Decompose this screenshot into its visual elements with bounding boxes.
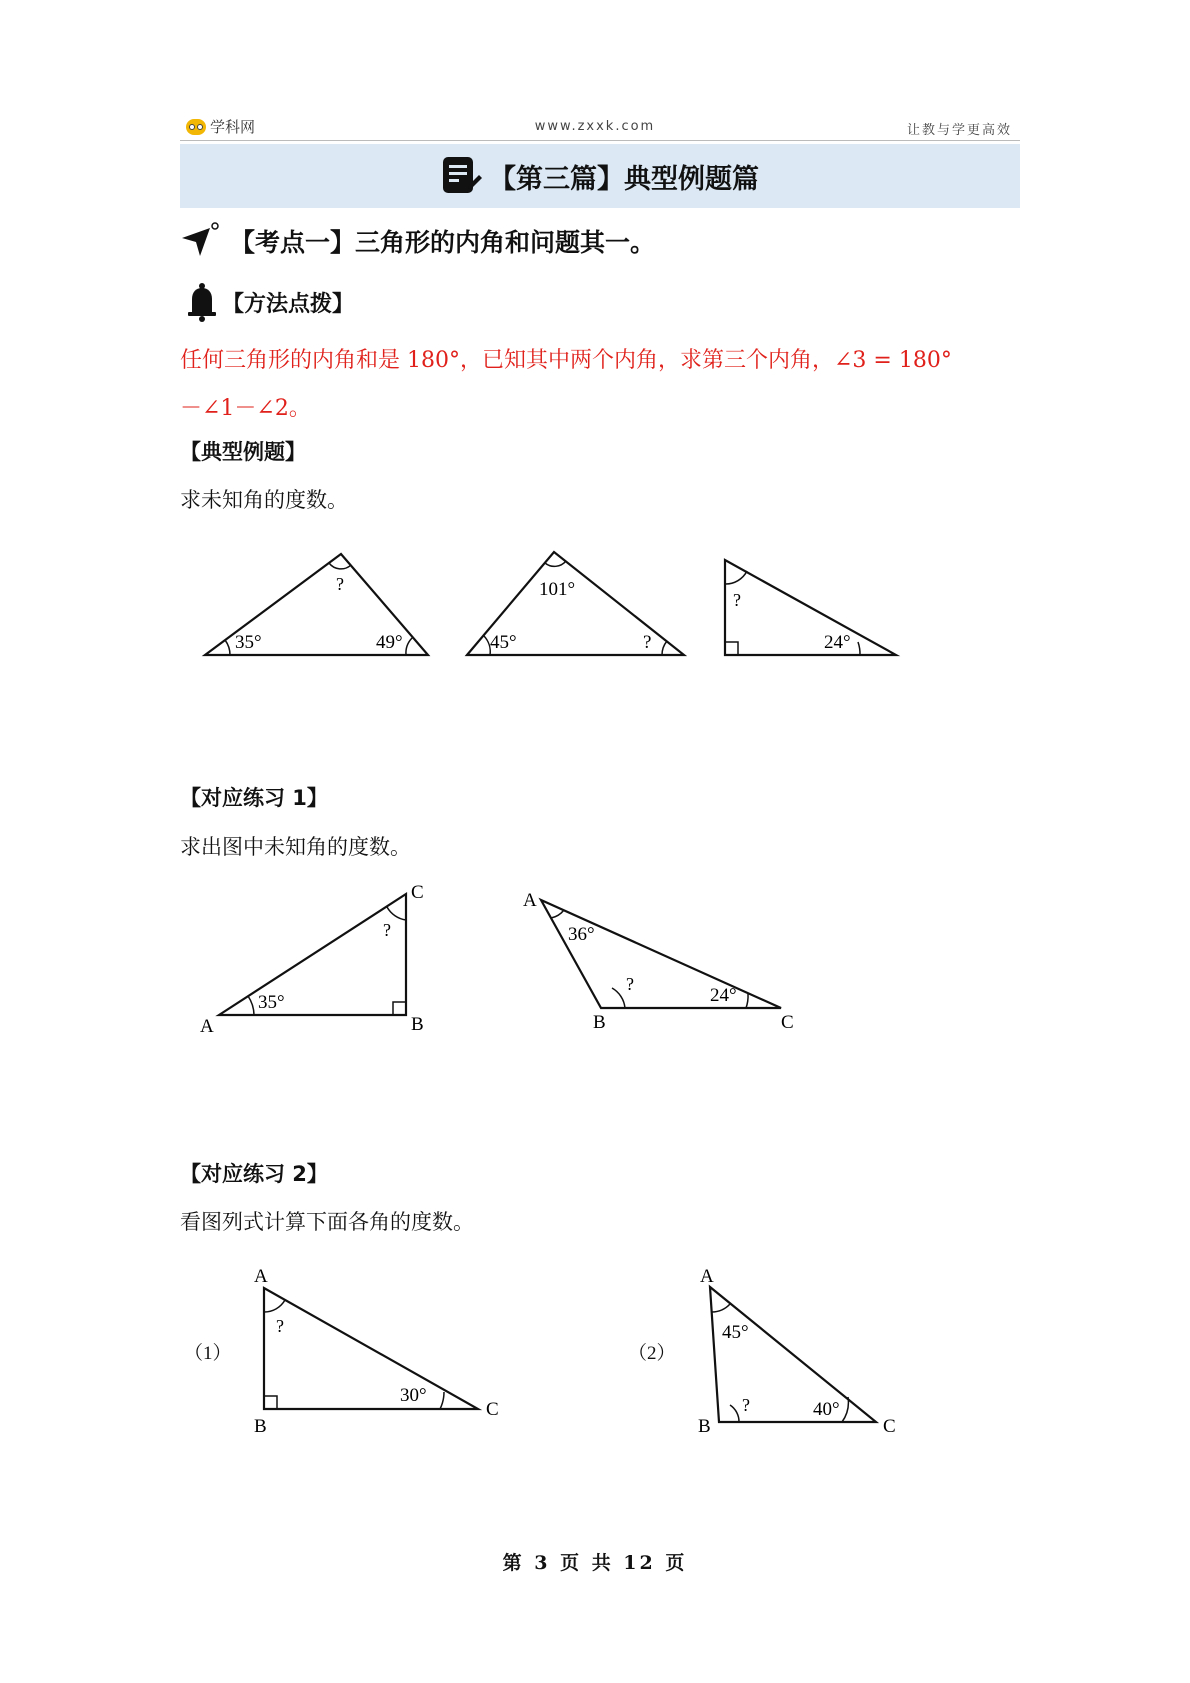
ex2p2-vertex-C: C — [883, 1416, 896, 1437]
page-footer: 第 3 页 共 12 页 — [502, 1552, 688, 1574]
exercise1-figures — [190, 880, 830, 1040]
method-text — [180, 337, 1020, 433]
navigation-arrow-icon — [180, 222, 220, 260]
exercise2-part1-label: （1） — [184, 1343, 232, 1364]
ex2p2-vertex-B: B — [698, 1416, 711, 1437]
ex1b-vertex-B: B — [593, 1012, 606, 1033]
method-text-line1: 任何三角形的内角和是 180°，已知其中两个内角，求第三个内角，∠3 = 180° — [180, 348, 952, 373]
ex2p2-angle-C: 40° — [813, 1399, 840, 1420]
exercise2-triangle-2 — [698, 1266, 896, 1437]
ex1b-vertex-C: C — [781, 1012, 794, 1033]
method-heading — [186, 282, 354, 322]
logo-text: 学科网 — [210, 118, 256, 136]
ex1a-angle-A: 35° — [258, 992, 285, 1013]
example-triangle-2 — [467, 552, 684, 655]
ex2-angle-left: 45° — [490, 632, 517, 653]
banner-title: 【第三篇】典型例题篇 — [489, 163, 759, 195]
ex2p1-vertex-B: B — [254, 1416, 267, 1437]
exercise1-triangle-b — [523, 890, 794, 1033]
exercise1-triangle-a — [200, 882, 424, 1037]
ex1b-angle-C: 24° — [710, 985, 737, 1006]
exercise2-title: 【对应练习 2】 — [180, 1162, 328, 1186]
header-divider — [180, 140, 1020, 141]
section-banner — [180, 144, 1020, 208]
ex2p2-vertex-A: A — [700, 1266, 714, 1287]
ex3-angle-top: ? — [733, 590, 741, 610]
ex3-angle-right: 24° — [824, 632, 851, 653]
method-title: 【方法点拨】 — [222, 291, 355, 317]
ex1a-angle-C: ? — [383, 920, 391, 940]
ex1a-vertex-A: A — [200, 1016, 214, 1037]
ex1a-vertex-C: C — [411, 882, 424, 903]
example-triangle-3 — [725, 560, 896, 655]
ex1-angle-top: ? — [336, 574, 344, 594]
exercise2-part2-label: （2） — [628, 1343, 676, 1364]
ex2p1-vertex-A: A — [254, 1266, 268, 1287]
ex2p1-angle-C: 30° — [400, 1385, 427, 1406]
example-prompt: 求未知角的度数。 — [180, 488, 348, 512]
ex1-angle-right: 49° — [376, 632, 403, 653]
ex2-angle-top: 101° — [539, 579, 576, 600]
example-triangle-1 — [205, 554, 428, 655]
example-title: 【典型例题】 — [180, 440, 306, 464]
exercise2-triangle-1 — [254, 1266, 499, 1437]
method-text-line2: －∠1－∠2。 — [180, 396, 311, 421]
ex1b-angle-B: ? — [626, 974, 634, 994]
header-slogan: 让教与学更高效 — [906, 123, 1012, 138]
bell-icon — [186, 282, 218, 322]
ex1-angle-left: 35° — [235, 632, 262, 653]
exercise1-title: 【对应练习 1】 — [180, 786, 328, 810]
exercise1-prompt: 求出图中未知角的度数。 — [180, 835, 411, 859]
ex1b-angle-A: 36° — [568, 924, 595, 945]
ex2p2-angle-B: ? — [742, 1395, 750, 1415]
point-heading — [180, 222, 655, 260]
ex1a-vertex-B: B — [411, 1014, 424, 1035]
ex2p2-angle-A: 45° — [722, 1322, 749, 1343]
notepad-pencil-icon — [441, 155, 483, 197]
example-figures — [190, 540, 910, 670]
point-title: 【考点一】三角形的内角和问题其一。 — [230, 228, 656, 257]
exercise2-prompt: 看图列式计算下面各角的度数。 — [180, 1210, 474, 1234]
header-url[interactable]: www.zxxk.com — [534, 119, 656, 134]
exercise2-figures — [240, 1260, 920, 1440]
ex1b-vertex-A: A — [523, 890, 537, 911]
ex2-angle-right: ? — [643, 632, 652, 653]
ex2p1-vertex-C: C — [486, 1399, 499, 1420]
ex2p1-angle-A: ? — [276, 1316, 284, 1336]
